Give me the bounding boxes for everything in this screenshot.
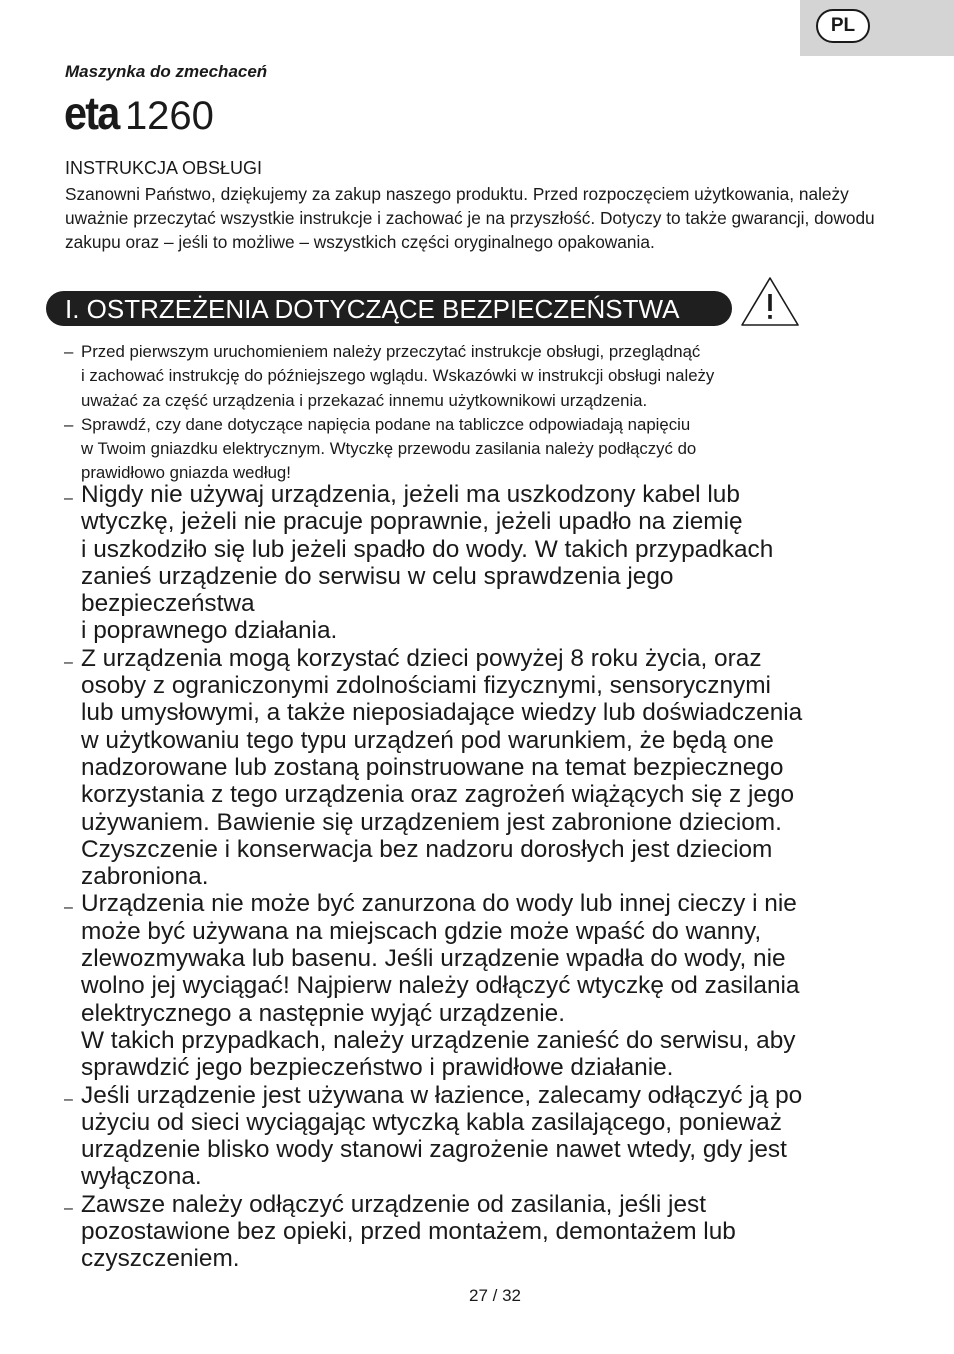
list-dash: –: [64, 342, 74, 361]
list-dash: –: [64, 1090, 73, 1108]
brand-logo: eta: [64, 87, 119, 139]
list-dash: –: [64, 490, 73, 507]
language-badge: PL: [816, 9, 870, 43]
list-item-text: Przed pierwszym uruchomieniem należy przeczytać instrukcje obsługi, przeglądnąć i zachować instrukcję do późniejszego wglądu. Wskazówki w instrukcji obsługi należy uważać za część urządzenia i przekazać innemu użytkownikowi urządzenia.: [81, 342, 715, 410]
warning-triangle-icon: [740, 276, 800, 328]
list-item: [64, 413, 914, 486]
section-heading: I. OSTRZEŻENIA DOTYCZĄCE BEZPIECZEŃSTWA: [46, 291, 732, 326]
list-dash: –: [64, 653, 73, 671]
model-number: 1260: [124, 94, 214, 138]
safety-list-small: [64, 340, 914, 486]
product-subtitle: Maszynka do zmechaceń: [65, 62, 268, 81]
list-dash: –: [64, 414, 74, 434]
list-dash: –: [64, 1199, 73, 1217]
list-item-text: Urządzenia nie może być zanurzona do wody lub innej cieczy i nie może być używana na miejscach gdzie może wpaść do wanny, zlewozmywaka lub basenu. Jeśli urządzenie wpadła do wody, nie wolno jej wyciągać! Najpierw należy odłączyć wtyczkę od zasilania elektrycznego a następnie wyjąć urządzenie. W takich przypadkach, należy urządzenie zanieść do serwisu, aby sprawdzić jego bezpieczeństwo i prawidłowe działanie.: [81, 890, 800, 1082]
list-item-text: Z urządzenia mogą korzystać dzieci powyżej 8 roku życia, oraz osoby z ograniczonymi zdolnościami fizycznymi, sensorycznymi lub umysłowymi, a także nieposiadające wiedzy lub doświadczenia w użytkowaniu tego typu urządzeń pod warunkiem, że będą one nadzorowane lub zostaną poinstruowane na temat bezpiecznego korzystania z tego urządzenia oraz zagrożeń wiążących się z jego używaniem. Bawienie się urządzeniem jest zabronione dzieciom. Czyszczenie i konserwacja bez nadzoru dorosłych jest dzieciom zabroniona.: [81, 644, 803, 891]
list-item: [64, 1191, 914, 1273]
list-item-text: Zawsze należy odłączyć urządzenie od zasilania, jeśli jest pozostawione bez opieki, przed montażem, demontażem lub czyszczeniem.: [81, 1190, 736, 1273]
list-dash: –: [64, 899, 73, 917]
list-item-text: Nigdy nie używaj urządzenia, jeżeli ma uszkodzony kabel lub wtyczkę, jeżeli nie pracuje poprawnie, jeżeli upadło na ziemię i uszkodziło się lub jeżeli spadło do wody. W takich przypadkach zanieś urządzenie do serwisu w celu sprawdzenia jego bezpieczeństwa i poprawnego działania.: [81, 481, 774, 645]
page-number: 27 / 32: [469, 1286, 521, 1305]
list-item-text: Jeśli urządzenie jest używana w łazience, zalecamy odłączyć ją po użyciu od sieci wyciągając wtyczką kabla zasilającego, ponieważ urządzenie blisko wody stanowi zagrożenie nawet wtedy, gdy jest wyłączona.: [81, 1081, 803, 1191]
intro-paragraph: Szanowni Państwo, dziękujemy za zakup naszego produktu. Przed rozpoczęciem użytkowania, należy uważnie przeczytać wszystkie instrukcje i zachować je na przyszłość. Dotyczy to także gwarancji, dowodu zakupu oraz – jeśli to możliwe – wszystkich części oryginalnego opakowania.: [65, 184, 875, 252]
list-item: [64, 890, 914, 1081]
brand-heading: [64, 88, 214, 138]
list-item: [64, 1082, 914, 1191]
list-item-text: Sprawdź, czy dane dotyczące napięcia podane na tabliczce odpowiadają napięciu w Twoim gniazdku elektrycznym. Wtyczkę przewodu zasilania należy podłączyć do prawidłowo gniazda według!: [81, 414, 697, 483]
list-item: [64, 481, 914, 645]
manual-title: INSTRUKCJA OBSŁUGI: [65, 158, 263, 178]
safety-list-large: [64, 481, 914, 1273]
list-item: [64, 645, 914, 891]
list-item: [64, 340, 914, 413]
